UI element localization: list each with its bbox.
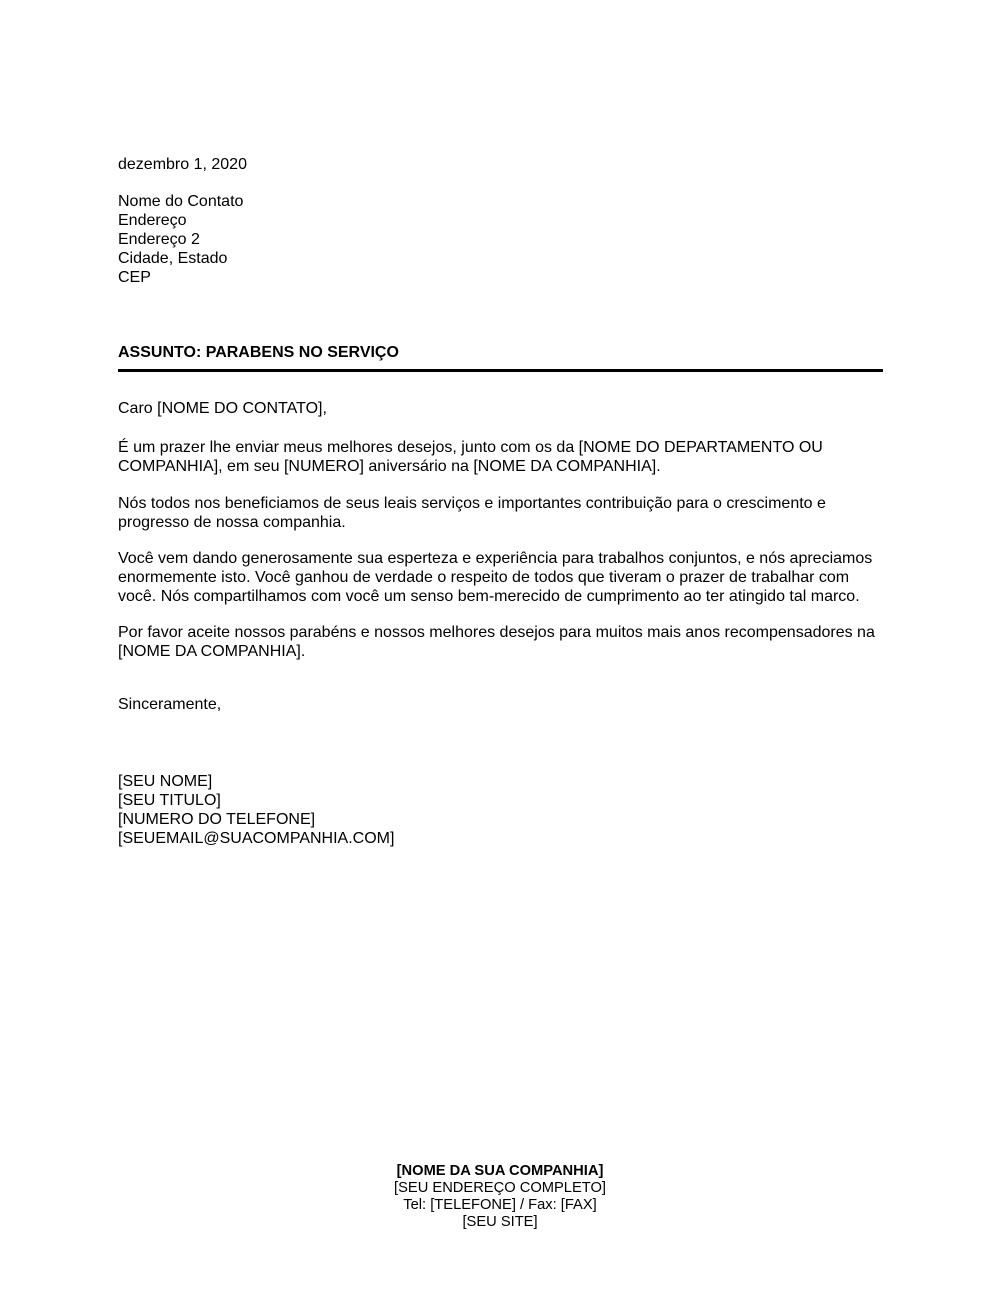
recipient-city-state: Cidade, Estado — [118, 250, 228, 267]
footer-website: [SEU SITE] — [462, 1214, 538, 1230]
body-paragraph-2: Nós todos nos beneficiamos de seus leais serviços e importantes contribuição para o crescimento e progresso de nossa companhia. — [118, 495, 826, 531]
letter-date: dezembro 1, 2020 — [118, 156, 247, 173]
body-paragraph-4: Por favor aceite nossos parabéns e nossos melhores desejos para muitos mais anos recompensadores na [NOME DA COMPANHIA]. — [118, 624, 875, 660]
footer-company-address: [SEU ENDEREÇO COMPLETO] — [394, 1180, 606, 1196]
subject-line: ASSUNTO: PARABENS NO SERVIÇO — [118, 344, 399, 361]
footer-company-name: [NOME DA SUA COMPANHIA] — [396, 1163, 604, 1179]
recipient-zip: CEP — [118, 269, 151, 286]
letter-body — [118, 0, 883, 848]
recipient-name: Nome do Contato — [118, 193, 244, 210]
sender-title: [SEU TITULO] — [118, 792, 221, 809]
recipient-address-block — [118, 192, 883, 287]
body-paragraph-1: É um prazer lhe enviar meus melhores desejos, junto com os da [NOME DO DEPARTAMENTO OU COMPANHIA], em seu [NUMERO] aniversário na [NOME DA COMPANHIA]. — [118, 439, 823, 475]
recipient-address-line-2: Endereço 2 — [118, 231, 200, 248]
recipient-address-line-1: Endereço — [118, 212, 187, 229]
sender-phone: [NUMERO DO TELEFONE] — [118, 811, 316, 828]
signature-block — [118, 772, 883, 848]
footer-tel-fax: Tel: [TELEFONE] / Fax: [FAX] — [403, 1197, 597, 1213]
subject-divider — [118, 369, 883, 372]
closing: Sinceramente, — [118, 696, 222, 713]
company-footer — [0, 1163, 1000, 1231]
salutation: Caro [NOME DO CONTATO], — [118, 400, 327, 417]
sender-name: [SEU NOME] — [118, 773, 213, 790]
body-paragraph-3: Você vem dando generosamente sua esperteza e experiência para trabalhos conjuntos, e nós apreciamos enormemente isto. Você ganhou de verdade o respeito de todos que tiveram o prazer de trabalhar com você. Nós compartilhamos com você um senso bem-merecido de cumprimento ao ter atingido tal marco. — [118, 550, 873, 605]
sender-email: [SEUEMAIL@SUACOMPANHIA.COM] — [118, 830, 395, 847]
